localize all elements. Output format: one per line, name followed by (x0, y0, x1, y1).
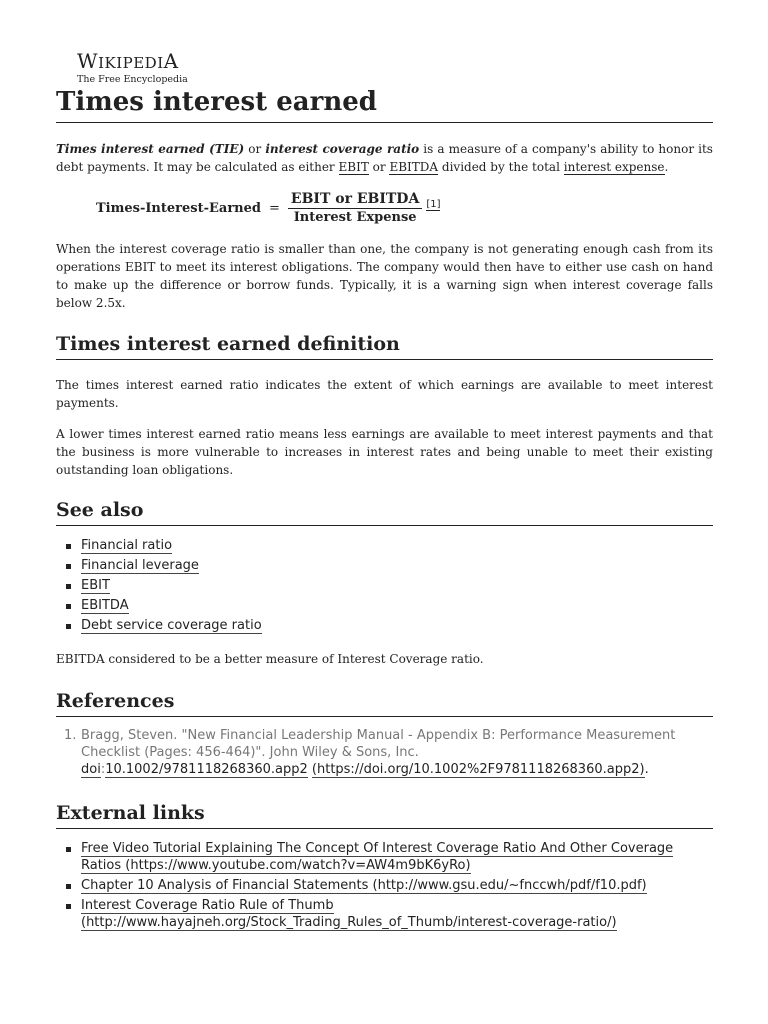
list-item (56, 537, 713, 554)
term-coverage-ratio: interest coverage ratio (265, 142, 420, 156)
list-item (56, 577, 713, 594)
list-item (56, 897, 713, 931)
link-ebit[interactable]: EBIT (338, 160, 369, 174)
list-item (56, 617, 713, 634)
doi-separator: : (100, 762, 106, 777)
formula-equals: = (269, 200, 280, 216)
reference-text: Bragg, Steven. "New Financial Leadership Manual - Appendix B: Performance Measurement Checklist (Pages: 456-464)". John Wiley & Sons, Inc. (81, 728, 676, 760)
link-ebit-see-also[interactable]: EBIT (81, 578, 110, 593)
heading-definition: Times interest earned definition (56, 329, 713, 360)
intro-text-2: or (372, 160, 386, 174)
link-ebitda[interactable]: EBITDA (389, 160, 439, 174)
link-debt-service-coverage-ratio[interactable]: Debt service coverage ratio (81, 618, 262, 633)
link-financial-leverage[interactable]: Financial leverage (81, 558, 199, 573)
intro-text-1: is a measure of a company's ability to honor its debt payments. It may be calculated as either (56, 142, 713, 174)
reference-end: . (644, 762, 649, 777)
doi-label-link[interactable]: doi (81, 762, 101, 777)
reference-number: 1. (64, 728, 77, 743)
logo-tagline: The Free Encyclopedia (77, 74, 188, 85)
link-financial-ratio[interactable]: Financial ratio (81, 538, 173, 553)
see-also-note: EBITDA considered to be a better measure of Interest Coverage ratio. (56, 652, 484, 666)
reference-item (56, 727, 713, 778)
formula-numerator: EBIT or EBITDA (288, 190, 422, 209)
link-interest-expense[interactable]: interest expense (563, 160, 665, 174)
link-rule-of-thumb[interactable]: Interest Coverage Ratio Rule of Thumb (http://www.hayajneh.org/Stock_Trading_Rules_of_Thumb/interest-coverage-ratio/) (81, 898, 617, 930)
link-video-tutorial[interactable]: Free Video Tutorial Explaining The Concept Of Interest Coverage Ratio And Other Coverage Ratios (https://www.youtube.com/watch?v=AW4m9bK6yRo) (81, 841, 674, 873)
list-item (56, 877, 713, 894)
term-tie: Times interest earned (TIE) (56, 142, 245, 156)
intro-paragraph (56, 140, 713, 176)
doi-url-link[interactable]: (https://doi.org/10.1002%2F9781118268360.app2) (311, 762, 645, 777)
definition-paragraph-2: A lower times interest earned ratio means less earnings are available to meet interest payments and that the business is more vulnerable to increases in interest rates and being unable to meet their existing outstanding loan obligations. (56, 427, 713, 477)
intro-text-3: divided by the total (441, 160, 560, 174)
wikipedia-logo[interactable] (77, 50, 227, 86)
list-item (56, 597, 713, 614)
intro-text-4: . (664, 160, 669, 174)
heading-see-also: See also (56, 495, 713, 526)
external-links-list (56, 840, 713, 934)
intro-or: or (248, 142, 262, 156)
link-chapter-10[interactable]: Chapter 10 Analysis of Financial Statements (http://www.gsu.edu/~fnccwh/pdf/f10.pdf) (81, 878, 647, 893)
list-item (56, 840, 713, 874)
logo-wordmark: WIKIPEDIA (77, 49, 179, 73)
references-list (56, 727, 713, 778)
heading-external-links: External links (56, 798, 713, 829)
citation-1[interactable]: [1] (426, 199, 441, 210)
doi-value-link[interactable]: 10.1002/9781118268360.app2 (105, 762, 308, 777)
formula-denominator: Interest Expense (293, 209, 417, 225)
definition-paragraph-1: The times interest earned ratio indicates the extent of which earnings are available to meet interest payments. (56, 378, 713, 410)
formula-lhs: Times-Interest-Earned (96, 200, 261, 216)
tie-formula (96, 188, 440, 228)
heading-references: References (56, 686, 713, 717)
list-item (56, 557, 713, 574)
coverage-paragraph: When the interest coverage ratio is smaller than one, the company is not generating enough cash from its operations EBIT to meet its interest obligations. The company would then have to either use cash on hand to make up the difference or borrow funds. Typically, it is a warning sign when interest coverage falls below 2.5x. (56, 242, 713, 310)
page-title: Times interest earned (56, 82, 713, 123)
link-ebitda-see-also[interactable]: EBITDA (81, 598, 129, 613)
formula-fraction (288, 190, 422, 227)
see-also-list (56, 537, 713, 637)
